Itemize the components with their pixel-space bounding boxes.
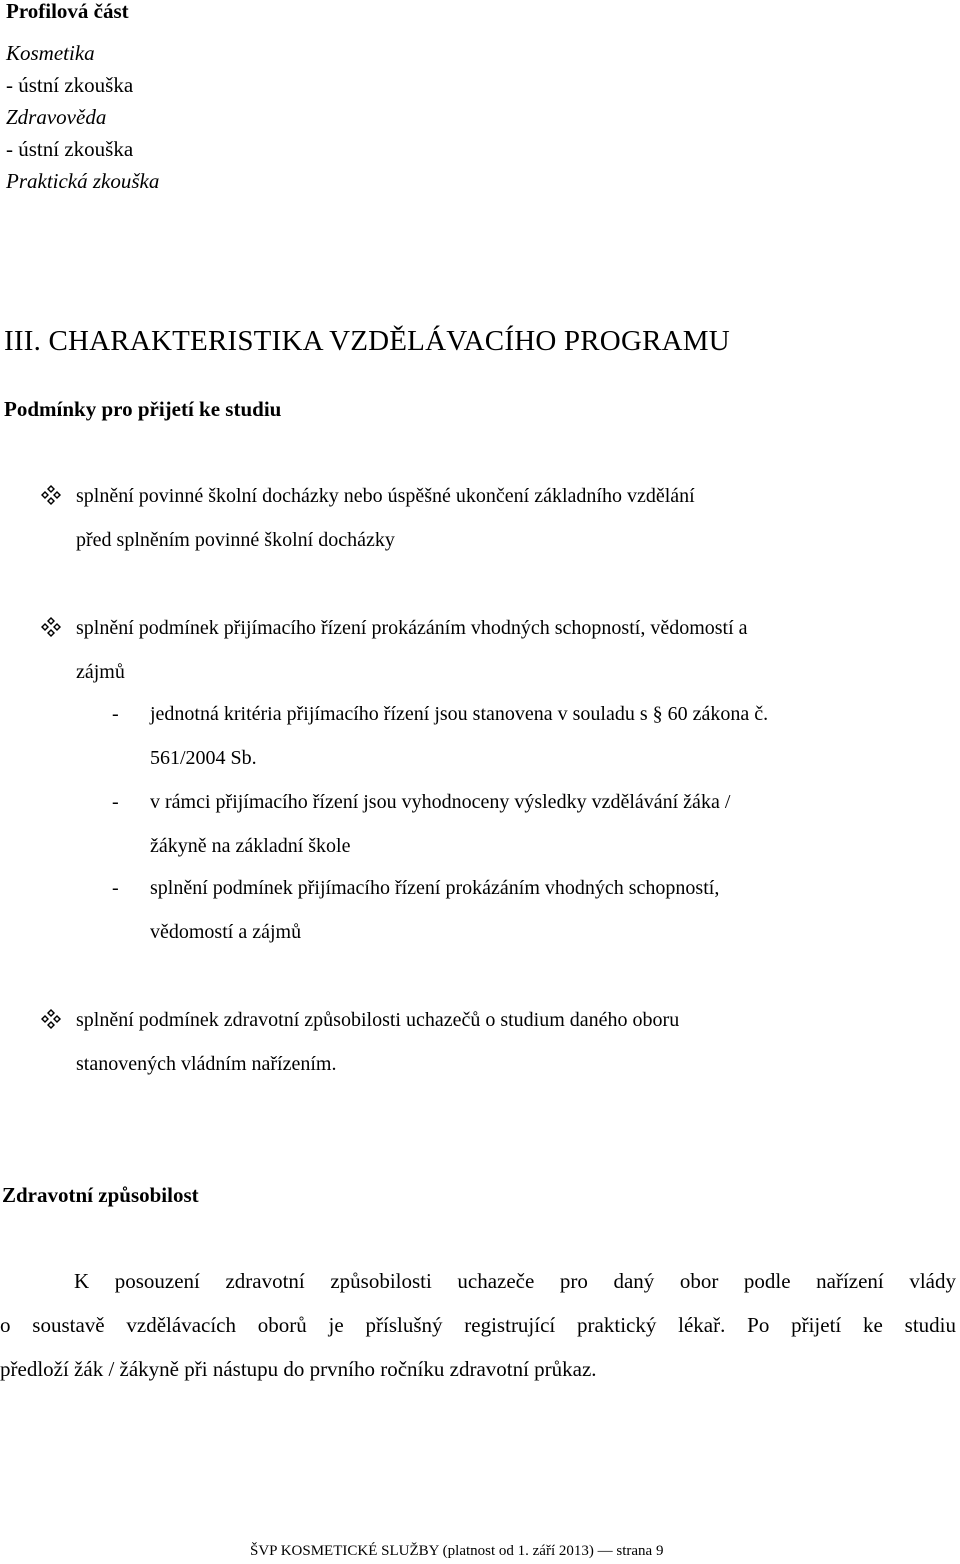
health-paragraph-line-1: K posouzení zdravotní způsobilosti uchazeče pro daný obor podle nařízení vlády [74,1269,956,1293]
profile-item-oral-exam-1: - ústní zkouška [6,73,134,97]
profile-item-zdravoveda: Zdravověda [6,105,107,129]
bullet-diamond-icon [40,484,62,506]
profile-item-kosmetika: Kosmetika [6,41,95,65]
page-footer: ŠVP KOSMETICKÉ SLUŽBY (platnost od 1. září 2013) — strana 9 [250,1543,664,1559]
subitem-3-line-2: vědomostí a zájmů [150,921,302,943]
condition-1-line-1: splnění povinné školní docházky nebo úspěšné ukončení základního vzdělání [76,485,695,507]
profile-item-oral-exam-2: - ústní zkouška [6,137,134,161]
profile-item-practical-exam: Praktická zkouška [6,169,160,193]
subitem-dash: - [112,703,119,725]
health-heading: Zdravotní způsobilost [2,1183,199,1207]
subitem-1-line-2: 561/2004 Sb. [150,747,257,769]
subitem-2-line-2: žákyně na základní škole [150,835,351,857]
health-paragraph-line-2: o soustavě vzdělávacích oborů je příslušný registrující praktický lékař. Po přijetí ke studiu [0,1313,956,1337]
subitem-1-line-1: jednotná kritéria přijímacího řízení jsou stanovena v souladu s § 60 zákona č. [150,703,769,725]
health-paragraph-line-3: předloží žák / žákyně při nástupu do prvního ročníku zdravotní průkaz. [0,1357,597,1381]
subitem-2-line-1: v rámci přijímacího řízení jsou vyhodnoceny výsledky vzdělávání žáka / [150,791,731,813]
section-title: III. CHARAKTERISTIKA VZDĚLÁVACÍHO PROGRAMU [4,325,730,357]
bullet-diamond-icon [40,1008,62,1030]
condition-2-line-2: zájmů [76,661,125,683]
bullet-diamond-icon [40,616,62,638]
condition-3-line-1: splnění podmínek zdravotní způsobilosti uchazečů o studium daného oboru [76,1009,680,1031]
section-subheading: Podmínky pro přijetí ke studiu [4,397,282,421]
condition-3-line-2: stanovených vládním nařízením. [76,1053,337,1075]
subitem-dash: - [112,791,119,813]
condition-2-line-1: splnění podmínek přijímacího řízení prokázáním vhodných schopností, vědomostí a [76,617,748,639]
subitem-3-line-1: splnění podmínek přijímacího řízení prokázáním vhodných schopností, [150,877,720,899]
condition-1-line-2: před splněním povinné školní docházky [76,529,395,551]
profile-heading: Profilová část [6,0,129,23]
subitem-dash: - [112,877,119,899]
